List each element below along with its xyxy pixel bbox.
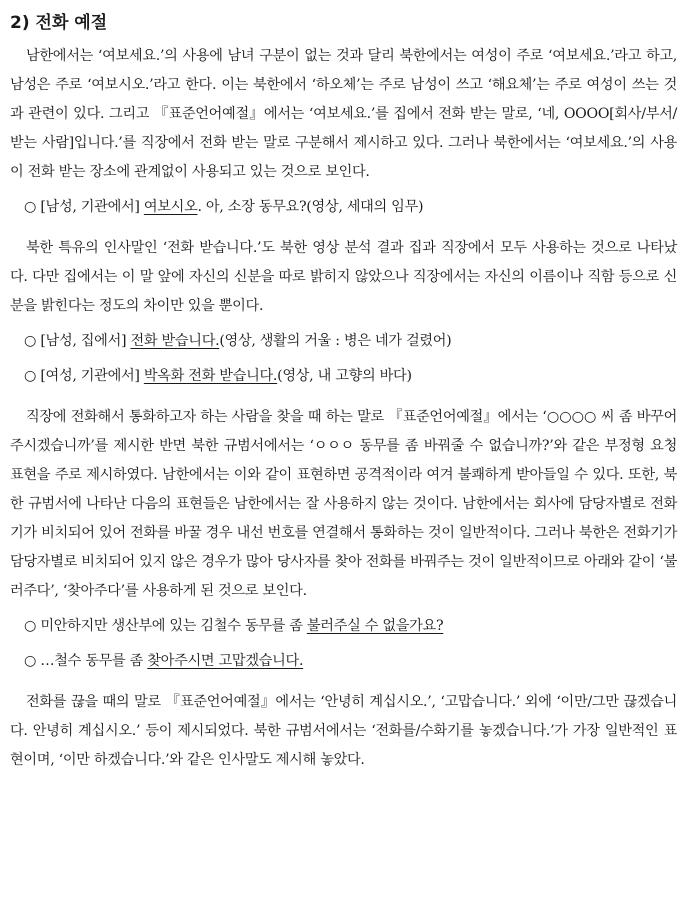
example-underlined-phrase: 여보시오 <box>143 199 198 215</box>
example-prefix: 미안하지만 생산부에 있는 김철수 동무를 좀 <box>40 618 303 634</box>
example-rest: (영상, 생활의 거울 : 병은 네가 걸렸어) <box>219 333 452 349</box>
example-rest: . 아, 소장 동무요?(영상, 세대의 임무) <box>197 199 424 215</box>
paragraph-requesting-person: 직장에 전화해서 통화하고자 하는 사람을 찾을 때 하는 말로 『표준언어예절』에서는 ‘○○○○ 씨 좀 바꾸어 주시겠습니까’를 제시한 반면 북한 규범서에서는 ‘ㅇㅇㅇ 동무를 좀 바꿔줄 수 없습니까?’와 같은 부정형 요청 표현을 주로 제시하였다. 남한에서는 이와 같이 표현하면 공격적이라 여겨 불쾌하게 받아들일 수 있다. 또한, 북한 규범서에 나타난 다음의 표현들은 남한에서는 잘 사용하지 않는 것이다. 남한에서는 회사에 담당자별로 전화기가 비치되어 있어 전화를 바꿀 경우 내선 번호를 연결해서 통화하는 것이 일반적이다. 그러나 북한은 전화기가 담당자별로 비치되어 있지 않은 경우가 많아 당사자를 찾아 전화를 바꿔주는 것이 일반적이므로 아래와 같이 ‘불러주다’, ‘찾아주다’를 사용하게 된 것으로 보인다. <box>10 409 677 599</box>
bullet-circle: ○ <box>24 653 37 669</box>
example-underlined-phrase: 전화 받습니다. <box>130 333 220 349</box>
example-item <box>24 647 677 676</box>
paragraph-phone-greeting: 남한에서는 ‘여보세요.’의 사용에 남녀 구분이 없는 것과 달리 북한에서는 여성이 주로 ‘여보세요.’라고 하고, 남성은 주로 ‘여보시오.’라고 한다. 이는 북한에서 ‘하오체’는 주로 남성이 쓰고 ‘해요체’는 주로 여성이 쓰는 것과 관련이 있다. 그리고 『표준언어예절』에서는 ‘여보세요.’를 집에서 전화 받는 말로, ‘네, OOOO[회사/부서/받는 사람]입니다.’를 직장에서 전화 받는 말로 구분해서 제시하고 있다. 그러나 북한에서는 ‘여보세요.’의 사용이 전화 받는 장소에 관계없이 사용되고 있는 것으로 보인다. <box>10 48 677 180</box>
example-underlined-phrase: 불러주실 수 없을가요? <box>306 618 444 634</box>
paragraph-ending-call: 전화를 끊을 때의 말로 『표준언어예절』에서는 ‘안녕히 계십시오.’, ‘고맙습니다.’ 외에 ‘이만/그만 끊겠습니다. 안녕히 계십시오.’ 등이 제시되었다. 북한 규범서에서는 ‘전화를/수화기를 놓겠습니다.’가 가장 일반적인 표현이며, ‘이만 하겠습니다.’와 같은 인사말도 제시해 놓았다. <box>10 694 677 768</box>
example-underlined-phrase: 박옥화 전화 받습니다. <box>143 368 278 384</box>
example-item <box>24 362 677 391</box>
bullet-circle: ○ <box>24 368 37 384</box>
example-rest: (영상, 내 고향의 바다) <box>277 368 412 384</box>
section-heading: 2) 전화 예절 <box>10 13 108 33</box>
example-prefix: …철수 동무를 좀 <box>40 653 144 669</box>
example-item <box>24 193 677 222</box>
example-item <box>24 612 677 641</box>
example-prefix: [남성, 기관에서] <box>40 199 140 215</box>
bullet-circle: ○ <box>24 199 37 215</box>
bullet-circle: ○ <box>24 618 37 634</box>
paragraph-answer-phrase: 북한 특유의 인사말인 ‘전화 받습니다.’도 북한 영상 분석 결과 집과 직장에서 모두 사용하는 것으로 나타났다. 다만 집에서는 이 말 앞에 자신의 신분을 따로 밝히지 않았으나 직장에서는 자신의 이름이나 직함 등으로 신분을 밝힌다는 정도의 차이만 있을 뿐이다. <box>10 240 677 314</box>
example-prefix: [여성, 기관에서] <box>40 368 140 384</box>
bullet-circle: ○ <box>24 333 37 349</box>
example-underlined-phrase: 찾아주시면 고맙겠습니다. <box>147 653 304 669</box>
example-prefix: [남성, 집에서] <box>40 333 127 349</box>
example-item <box>24 327 677 356</box>
